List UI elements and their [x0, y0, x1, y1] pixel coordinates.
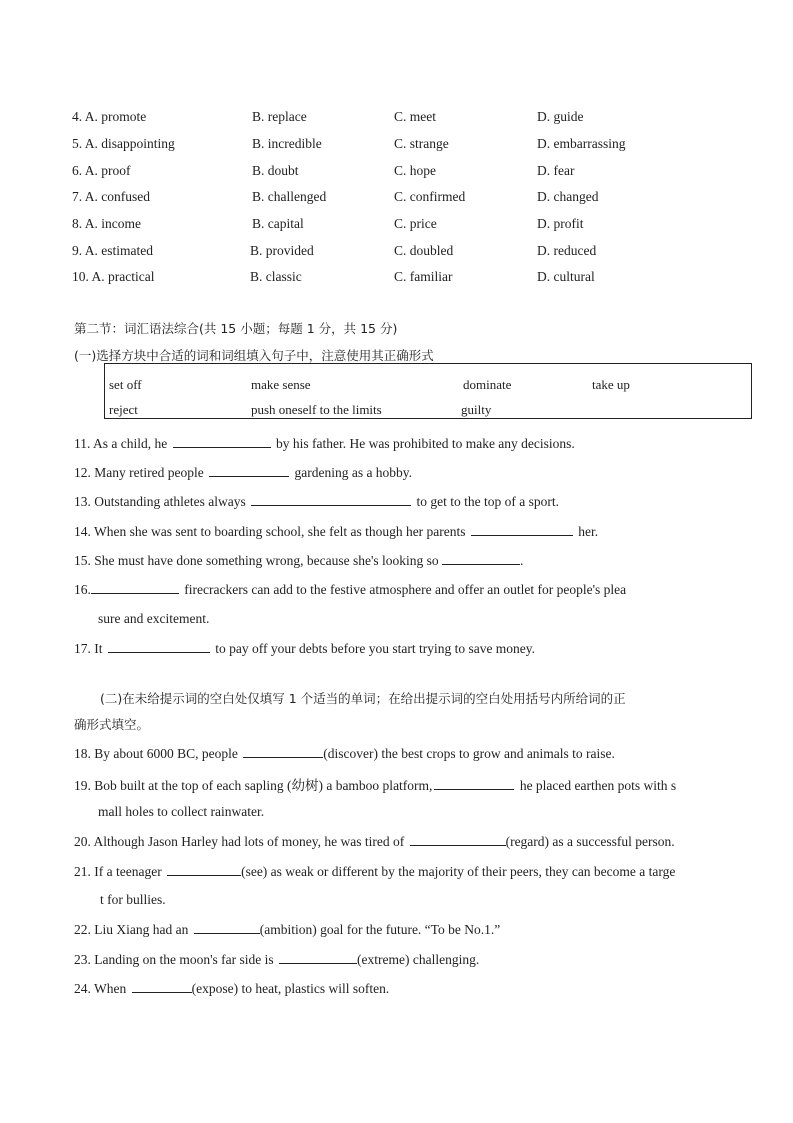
question-16-continuation: sure and excitement. — [98, 611, 210, 626]
question-20 — [74, 833, 675, 850]
question-19 — [74, 774, 676, 794]
question-text: 23. Landing on the moon's far side is — [74, 952, 274, 967]
option-d: D. embarrassing — [537, 136, 626, 151]
question-text: 20. Although Jason Harley had lots of money, he was tired of — [74, 834, 405, 849]
option-c: C. meet — [394, 109, 436, 124]
option-b: B. capital — [252, 216, 304, 231]
question-text: (expose) to heat, plastics will soften. — [191, 981, 390, 996]
question-12 — [74, 464, 412, 481]
option-a: 6. A. proof — [72, 163, 131, 178]
question-24 — [74, 980, 389, 997]
question-text: 19. Bob built at the top of each sapling (幼树) a bamboo platform, — [74, 778, 433, 793]
question-text: 15. She must have done something wrong, because she's looking so — [74, 553, 439, 568]
question-23 — [74, 951, 479, 968]
answer-blank[interactable] — [279, 951, 357, 964]
word-box-item: make sense — [251, 377, 311, 392]
question-21 — [74, 863, 675, 880]
question-18 — [74, 745, 615, 762]
option-a: 9. A. estimated — [72, 243, 153, 258]
question-19-continuation: mall holes to collect rainwater. — [98, 804, 265, 819]
part1-instruction: (一)选择方块中合适的词和词组填入句子中，注意使用其正确形式 — [74, 348, 434, 363]
word-box — [104, 363, 752, 419]
option-d: D. profit — [537, 216, 584, 231]
question-text: 17. It — [74, 641, 103, 656]
answer-blank[interactable] — [108, 640, 210, 653]
option-b: B. provided — [250, 243, 314, 258]
question-16 — [74, 581, 626, 598]
question-text: (see) as weak or different by the majority of their peers, they can become a targe — [241, 864, 676, 879]
option-d: D. changed — [537, 189, 599, 204]
answer-blank[interactable] — [91, 581, 179, 594]
option-d: D. cultural — [537, 269, 595, 284]
option-d: D. guide — [537, 109, 584, 124]
answer-blank[interactable] — [471, 523, 573, 536]
word-box-item: dominate — [463, 377, 512, 392]
answer-blank[interactable] — [243, 745, 323, 758]
word-box-item: reject — [109, 402, 138, 417]
question-text: (discover) the best crops to grow and animals to raise. — [323, 746, 615, 761]
question-text: 16. — [74, 582, 91, 597]
answer-blank[interactable] — [442, 552, 520, 565]
option-a: 4. A. promote — [72, 109, 147, 124]
question-text: 24. When — [74, 981, 127, 996]
part2-instruction: (二)在未给提示词的空白处仅填写 1 个适当的单词；在给出提示词的空白处用括号内所给词的正 — [100, 691, 626, 706]
answer-blank[interactable] — [251, 493, 411, 506]
question-text: (regard) as a successful person. — [505, 834, 675, 849]
question-15 — [74, 552, 523, 569]
word-box-item: take up — [592, 377, 630, 392]
answer-blank[interactable] — [434, 777, 514, 790]
question-14 — [74, 523, 598, 540]
word-box-item: push oneself to the limits — [251, 402, 382, 417]
question-text: 12. Many retired people — [74, 465, 204, 480]
question-text: firecrackers can add to the festive atmosphere and offer an outlet for people's plea — [184, 582, 627, 597]
option-c: C. strange — [394, 136, 449, 151]
answer-blank[interactable] — [410, 833, 506, 846]
answer-blank[interactable] — [209, 464, 289, 477]
option-c: C. familiar — [394, 269, 453, 284]
question-21-continuation: t for bullies. — [100, 892, 166, 907]
option-b: B. replace — [252, 109, 307, 124]
question-text: gardening as a hobby. — [294, 465, 413, 480]
question-text: 13. Outstanding athletes always — [74, 494, 246, 509]
question-17 — [74, 640, 535, 657]
option-b: B. doubt — [252, 163, 299, 178]
option-b: B. challenged — [252, 189, 327, 204]
answer-blank[interactable] — [194, 921, 260, 934]
answer-blank[interactable] — [167, 863, 241, 876]
option-c: C. price — [394, 216, 437, 231]
option-b: B. classic — [250, 269, 302, 284]
question-text: to get to the top of a sport. — [416, 494, 559, 509]
question-text: to pay off your debts before you start trying to save money. — [215, 641, 536, 656]
option-a: 10. A. practical — [72, 269, 155, 284]
question-text: 21. If a teenager — [74, 864, 162, 879]
word-box-item: set off — [109, 377, 142, 392]
question-text: 14. When she was sent to boarding school, she felt as though her parents — [74, 524, 466, 539]
answer-blank[interactable] — [132, 980, 192, 993]
option-c: C. confirmed — [394, 189, 466, 204]
question-13 — [74, 493, 559, 510]
question-text: (ambition) goal for the future. “To be No.1.” — [259, 922, 501, 937]
question-text: (extreme) challenging. — [357, 952, 480, 967]
option-c: C. doubled — [394, 243, 454, 258]
question-text: her. — [578, 524, 599, 539]
part2-instruction-continuation: 确形式填空。 — [74, 717, 150, 732]
question-text: 22. Liu Xiang had an — [74, 922, 189, 937]
option-a: 7. A. confused — [72, 189, 150, 204]
option-a: 5. A. disappointing — [72, 136, 175, 151]
question-22 — [74, 921, 500, 938]
answer-blank[interactable] — [173, 435, 271, 448]
question-text: . — [520, 553, 524, 568]
question-11 — [74, 435, 575, 452]
option-a: 8. A. income — [72, 216, 141, 231]
option-d: D. fear — [537, 163, 575, 178]
question-text: 11. As a child, he — [74, 436, 168, 451]
question-text: 18. By about 6000 BC, people — [74, 746, 238, 761]
question-text: he placed earthen pots with s — [519, 778, 677, 793]
option-c: C. hope — [394, 163, 436, 178]
question-text: by his father. He was prohibited to make any decisions. — [275, 436, 575, 451]
option-d: D. reduced — [537, 243, 597, 258]
word-box-item: guilty — [461, 402, 492, 417]
option-b: B. incredible — [252, 136, 322, 151]
section-heading: 第二节：词汇语法综合(共 15 小题；每题 1 分，共 15 分) — [74, 321, 398, 336]
